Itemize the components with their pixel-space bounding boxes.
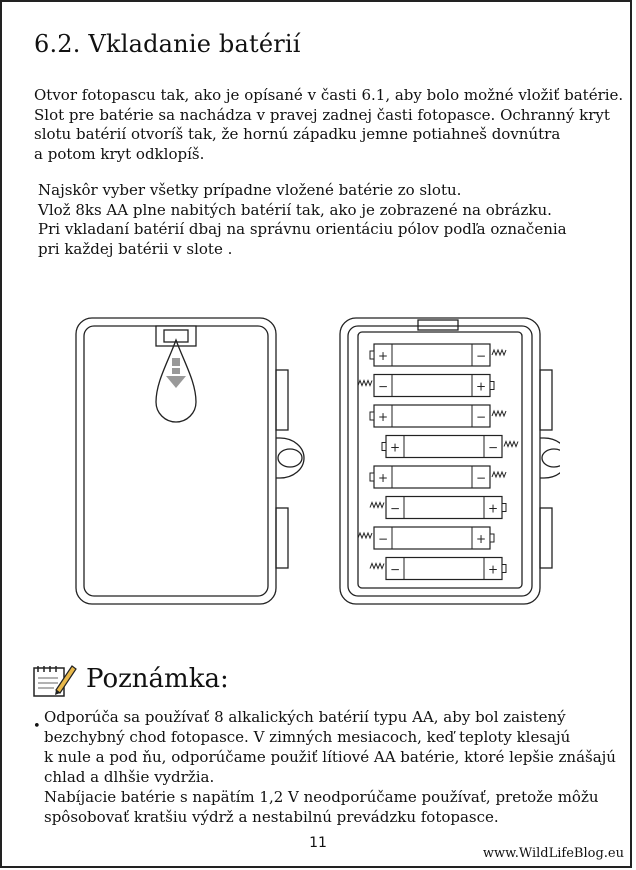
text-line: Odporúča sa používať 8 alkalických batérií typu AA, aby bol zaistený — [44, 708, 566, 726]
camera-closed-cover — [76, 318, 304, 604]
polarity-label: + — [377, 349, 389, 363]
text-line: Nabíjacie batérie s napätím 1,2 V neodporúčame používať, pretože môžu — [44, 788, 599, 806]
polarity-label: − — [389, 562, 401, 577]
polarity-label: + — [475, 379, 487, 394]
text-line: Vlož 8ks AA plne nabitých batérií tak, ako je zobrazené na obrázku. — [38, 200, 552, 219]
battery-installation-illustration — [70, 312, 560, 612]
polarity-label: − — [377, 379, 389, 394]
polarity-label: − — [475, 410, 487, 424]
text-line: pri každej batérii v slote . — [38, 239, 233, 258]
note-paragraph — [44, 707, 624, 827]
aa-battery — [382, 436, 518, 458]
text-line: k nule a pod ňu, odporúčame použiť lítiové AA batérie, ktoré lepšie znášajú — [44, 748, 616, 766]
polarity-label: + — [389, 440, 401, 455]
aa-battery — [370, 405, 506, 427]
intro-paragraph — [34, 86, 624, 164]
polarity-label: − — [389, 501, 401, 516]
aa-battery — [370, 497, 506, 519]
polarity-label: + — [377, 471, 389, 485]
text-line: chlad a dlhšie vydržia. — [44, 768, 215, 786]
aa-battery — [370, 344, 506, 366]
polarity-label: − — [475, 349, 487, 363]
aa-battery — [370, 466, 506, 488]
text-line: Najskôr vyber všetky prípadne vložené batérie zo slotu. — [38, 181, 462, 199]
text-line: a potom kryt odklopíš. — [34, 144, 205, 163]
battery-slot — [358, 344, 518, 580]
section-title: 6.2. Vkladanie batérií — [34, 30, 301, 58]
page-number: 11 — [309, 835, 327, 851]
text-line: Otvor fotopascu tak, ako je opísané v časti 6.1, aby bolo možné vložiť batérie. — [34, 86, 624, 104]
polarity-label: + — [487, 501, 499, 516]
website-url: www.WildLifeBlog.eu — [482, 846, 624, 861]
text-line: bezchybný chod fotopasce. V zimných mesiacoch, keď teploty klesajú — [44, 728, 571, 746]
polarity-label: − — [377, 532, 389, 546]
arrow-down-icon — [166, 358, 186, 388]
note-title: Poznámka: — [86, 664, 229, 694]
text-line: spôsobovať kratšiu výdrž a nestabilnú prevádzku fotopasce. — [44, 808, 499, 826]
polarity-label: + — [377, 410, 389, 424]
text-line: Slot pre batérie sa nachádza v pravej zadnej časti fotopasce. Ochranný kryt — [34, 105, 610, 124]
polarity-label: + — [487, 562, 499, 577]
polarity-label: − — [475, 471, 487, 485]
text-line: slotu batérií otvoríš tak, že hornú západku jemne potiahneš dovnútra — [34, 125, 561, 143]
aa-battery — [358, 527, 494, 549]
aa-battery — [370, 558, 506, 580]
text-line: Pri vkladaní batérií dbaj na správnu orientáciu pólov podľa označenia — [38, 220, 567, 238]
aa-battery — [358, 375, 494, 397]
instructions-paragraph — [38, 181, 618, 259]
polarity-label: − — [487, 440, 499, 455]
polarity-label: + — [475, 532, 487, 546]
notepad-pencil-icon — [30, 660, 78, 700]
bullet-point: • — [33, 719, 41, 734]
